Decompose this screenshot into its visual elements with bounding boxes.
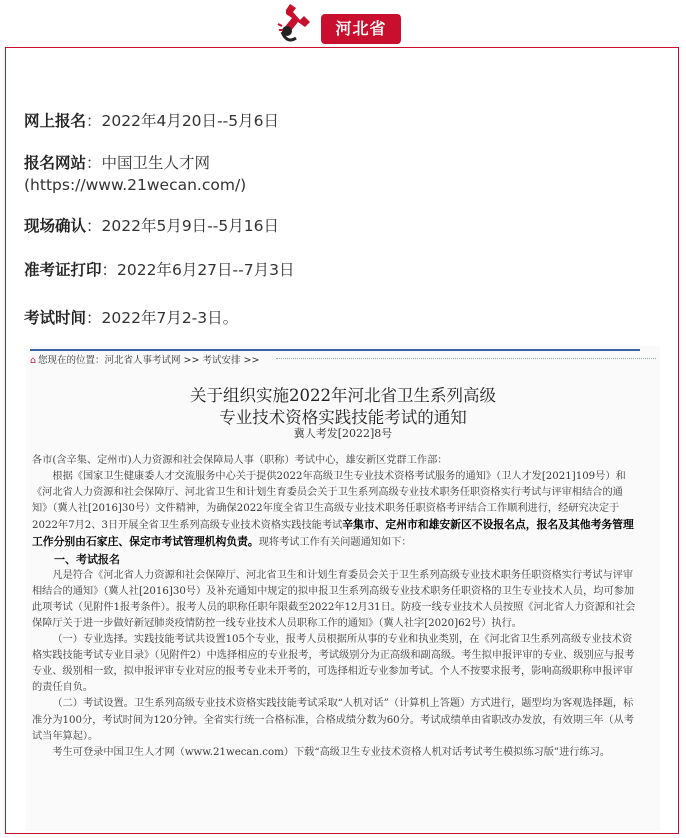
registration-site-label: 报名网站 — [24, 154, 87, 172]
exam-setup-paragraph: （二）考试设置。卫生系列高级专业技术资格实践技能考试采取“人机对话”（计算机上答题）方式进行，题型均为客观选择题，标准分为100分，考试时间为120分钟。全省实行统一合格标准，合格成绩分数为60分。考试成绩单由省职改办发放，有效期三年（从考试当年算起）。 — [32, 698, 634, 742]
intro-tail-text: 现将考试工作有关问题通知如下： — [258, 537, 412, 549]
exam-time-value: ：2022年7月2-3日。 — [86, 309, 239, 327]
breadcrumb — [30, 352, 259, 366]
intro-bold-text: 辛集市、定州市和雄安新区不设报名点，报名及其他考务管理工作分别由石家庄、保定市考试管理机构负责。 — [32, 518, 634, 549]
exam-time-label: 考试时间 — [24, 309, 87, 327]
intro-paragraph — [32, 469, 638, 551]
wrench-logo-icon — [276, 2, 316, 46]
online-registration-value: ：2022年4月20日--5月6日 — [86, 112, 279, 130]
notice-title-line1: 关于组织实施2022年河北省卫生系列高级 — [190, 386, 496, 405]
registration-site-row — [24, 152, 246, 196]
breadcrumb-text: 您现在的位置：河北省人事考试网 >> 考试安排 >> — [38, 355, 260, 366]
admission-print-value: ：2022年6月27日--7月3日 — [101, 261, 295, 279]
home-icon: ⌂ — [30, 355, 37, 366]
registration-paragraph: 凡是符合《河北省人力资源和社会保障厅、河北省卫生和计划生育委员会关于卫生系列高级专业技术职务任职资格实行考试与评审相结合的通知》（冀人社[2016]30号）及补充通知中规定的拟申报卫生系列高级专业技术职务任职资格的卫生专业技术人员，均可参加此项考试（见附件1报考条件）。报考人员的职称任职年限截至2022年12月31日。防疫一线专业技术人员按照《河北省人力资源和社会保障厅关于进一步做好新冠肺炎疫情防控一线专业技术人员职称工作的通知》（冀人社字[2020]62号）执行。 — [32, 569, 636, 629]
onsite-confirm-value: ：2022年5月9日--5月16日 — [86, 217, 279, 235]
intro-text: 根据《国家卫生健康委人才交流服务中心关于提供2022年高级卫生专业技术资格考试服务的通知》（卫人才发[2021]109号）和《河北省人力资源和社会保障厅、河北省卫生和计划生育委员会关于卫生系列高级专业技术职务任职资格实行考试与评审相结合的通知》（冀人社[2016]30号）文件精神，为确保2022年度全省卫生高级专业技术职务任职资格考评结合工作顺利进行，经研究决定于2022年7月2、3日开展全省卫生系列高级专业技术资格实践技能考试 — [32, 471, 626, 532]
dotted-divider — [276, 358, 656, 359]
province-badge: 河北省 — [321, 14, 401, 44]
addressee-paragraph: 各市(含辛集、定州市)人力资源和社会保障局人事（职称）考试中心，雄安新区党群工作部： — [32, 455, 448, 466]
online-registration-row — [24, 110, 279, 132]
exam-time-row — [24, 307, 238, 329]
header — [0, 0, 686, 50]
section-heading-registration: 一、考试报名 — [54, 552, 120, 566]
onsite-confirm-label: 现场确认 — [24, 217, 87, 235]
practice-paragraph: 考生可登录中国卫生人才网（www.21wecan.com）下载“高级卫生专业技术资格人机对话考试考生模拟练习版”进行练习。 — [52, 746, 611, 758]
notice-body — [32, 453, 638, 761]
onsite-confirm-row — [24, 215, 279, 237]
registration-site-url[interactable]: (https://www.21wecan.com/) — [24, 176, 247, 194]
online-registration-label: 网上报名 — [24, 112, 87, 130]
document-number: 冀人考发[2022]8号 — [293, 427, 393, 440]
notice-title-line2: 专业技术资格实践技能考试的通知 — [219, 408, 467, 427]
major-selection-paragraph: （一）专业选择。实践技能考试共设置105个专业，报考人员根据所从事的专业和执业类别，在《河北省卫生系列高级专业技术资格实践技能考试专业目录》（见附件2）中选择相应的专业报考，考试级别分为正高级和副高级。考生拟申报评审的专业、级别应与报考专业、级别相一致，拟申报评审专业对应的报考专业未开考的，可选择相近专业参加考试。个人不按要求报考，影响高级职称申报评审的责任自负。 — [32, 634, 635, 694]
admission-print-row — [24, 259, 294, 281]
crumb-divider — [30, 349, 640, 351]
admission-print-label: 准考证打印 — [24, 261, 102, 279]
registration-site-value: ：中国卫生人才网 — [86, 154, 211, 172]
notice-screenshot — [26, 346, 660, 831]
